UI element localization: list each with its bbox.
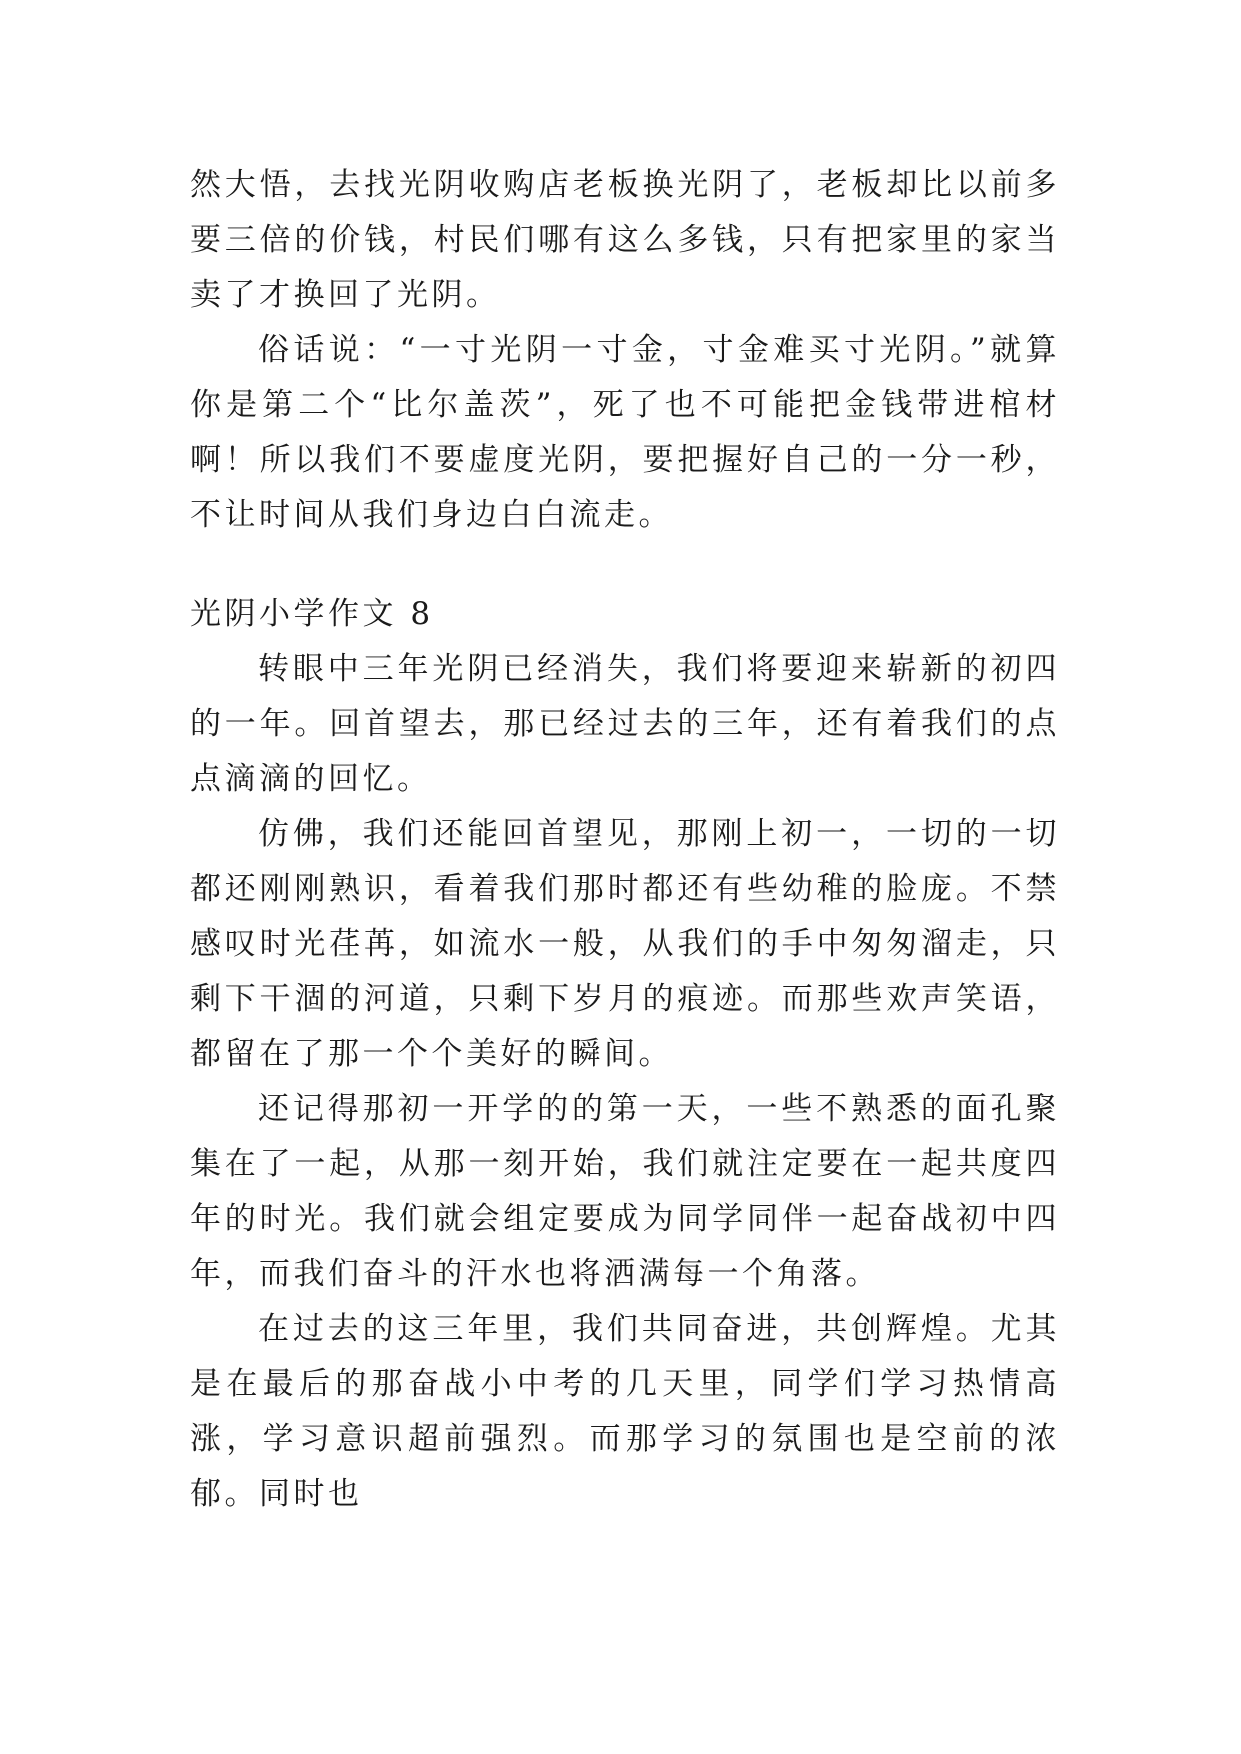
- paragraph: 在过去的这三年里，我们共同奋进，共创辉煌。尤其是在最后的那奋战小中考的几天里，同学们学习热情高涨，学习意识超前强烈。而那学习的氛围也是空前的浓郁。同时也: [190, 1311, 1060, 1512]
- document-body: [190, 158, 1060, 1522]
- paragraph-proverb: 俗话说：“一寸光阴一寸金，寸金难买寸光阴。”就算你是第二个“比尔盖茨”，死了也不可能把金钱带进棺材啊！所以我们不要虚度光阴，要把握好自己的一分一秒，不让时间从我们身边白白流走。: [190, 332, 1060, 533]
- section-spacer: [190, 543, 1060, 587]
- paragraph: 仿佛，我们还能回首望见，那刚上初一，一切的一切都还刚刚熟识，看着我们那时都还有些幼稚的脸庞。不禁感叹时光荏苒，如流水一般，从我们的手中匆匆溜走，只剩下干涸的河道，只剩下岁月的痕迹。而那些欢声笑语，都留在了那一个个美好的瞬间。: [190, 816, 1060, 1072]
- paragraph: 转眼中三年光阴已经消失，我们将要迎来崭新的初四的一年。回首望去，那已经过去的三年，还有着我们的点点滴滴的回忆。: [190, 651, 1060, 797]
- paragraph-continuation: 然大悟，去找光阴收购店老板换光阴了，老板却比以前多要三倍的价钱，村民们哪有这么多钱，只有把家里的家当卖了才换回了光阴。: [190, 167, 1060, 313]
- paragraph: 还记得那初一开学的的第一天，一些不熟悉的面孔聚集在了一起，从那一刻开始，我们就注定要在一起共度四年的时光。我们就会组定要成为同学同伴一起奋战初中四年，而我们奋斗的汗水也将洒满每一个角落。: [190, 1091, 1060, 1292]
- section-title: 光阴小学作文 8: [190, 596, 434, 632]
